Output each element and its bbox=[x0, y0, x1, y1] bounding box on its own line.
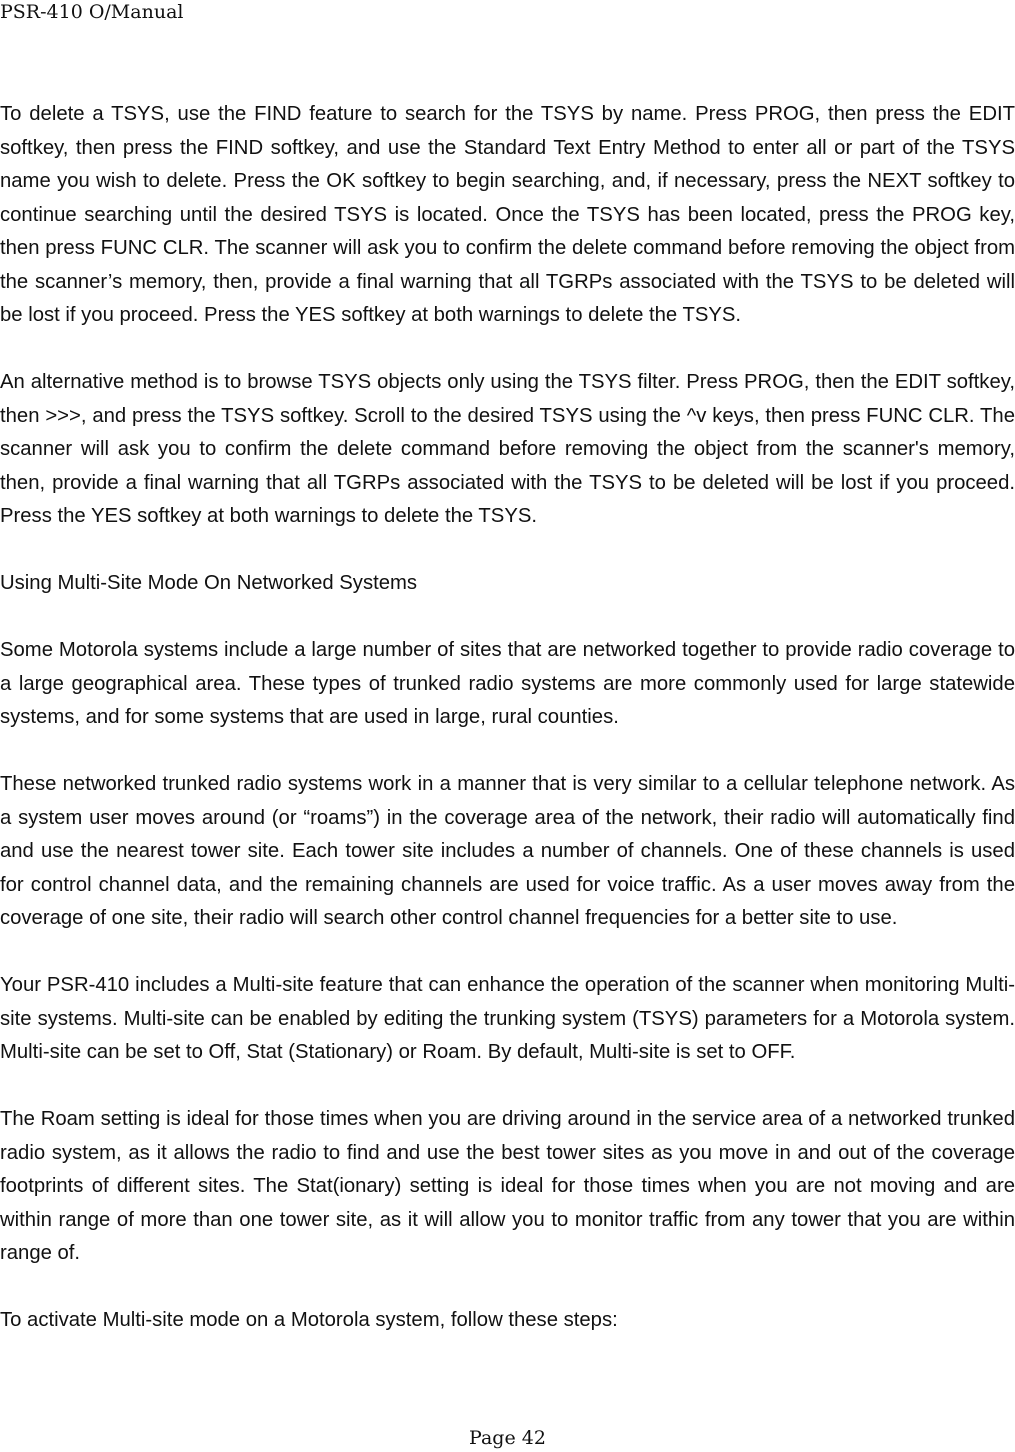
paragraph-delete-tsys-browse: An alternative method is to browse TSYS objects only using the TSYS filter. Press PROG, then the EDIT softkey, then >>>, and press the TSYS softkey. Scroll to the desired TSYS using the ^v keys, then press FUNC CLR. The scanner will ask you to confirm the delete command before removing the object from the scanner's memory, then, provide a final warning that all TGRPs associated with the TSYS to be deleted will be lost if you proceed. Press the YES softkey at both warnings to delete the TSYS. bbox=[0, 371, 1015, 527]
paragraph-networked-cellular: These networked trunked radio systems work in a manner that is very similar to a cellular telephone network. As a system user moves around (or “roams”) in the coverage area of the network, their radio will automatically find and use the nearest tower site. Each tower site includes a number of channels. One of these channels is used for control channel data, and the remaining channels are used for voice traffic. As a user moves away from the coverage of one site, their radio will search other control channel frequencies for a better site to use. bbox=[0, 773, 1015, 929]
paragraph-roam-stationary: The Roam setting is ideal for those times when you are driving around in the service area of a networked trunked radio system, as it allows the radio to find and use the best tower sites as you move in and out of the coverage footprints of different sites. The Stat(ionary) setting is ideal for those times when you are not moving and are within range of more than one tower site, as it will allow you to monitor traffic from any tower that you are within range of. bbox=[0, 1108, 1015, 1264]
document-body bbox=[0, 98, 1015, 1338]
paragraph-activate-steps: To activate Multi-site mode on a Motorola system, follow these steps: bbox=[0, 1309, 618, 1331]
page-header: PSR-410 O/Manual bbox=[0, 1, 184, 23]
section-heading-multi-site: Using Multi-Site Mode On Networked Systems bbox=[0, 572, 418, 594]
page-number: Page 42 bbox=[469, 1427, 546, 1449]
paragraph-motorola-networked: Some Motorola systems include a large number of sites that are networked together to provide radio coverage to a large geographical area. These types of trunked radio systems are more commonly used for large statewide systems, and for some systems that are used in large, rural counties. bbox=[0, 639, 1015, 728]
paragraph-multi-site-feature: Your PSR-410 includes a Multi-site feature that can enhance the operation of the scanner when monitoring Multi-site systems. Multi-site can be enabled by editing the trunking system (TSYS) parameters for a Motorola system. Multi-site can be set to Off, Stat (Stationary) or Roam. By default, Multi-site is set to OFF. bbox=[0, 974, 1015, 1063]
paragraph-delete-tsys-find: To delete a TSYS, use the FIND feature to search for the TSYS by name. Press PROG, then press the EDIT softkey, then press the FIND softkey, and use the Standard Text Entry Method to enter all or part of the TSYS name you wish to delete. Press the OK softkey to begin searching, and, if necessary, press the NEXT softkey to continue searching until the desired TSYS is located. Once the TSYS has been located, press the PROG key, then press FUNC CLR. The scanner will ask you to confirm the delete command before removing the object from the scanner’s memory, then, provide a final warning that all TGRPs associated with the TSYS to be deleted will be lost if you proceed. Press the YES softkey at both warnings to delete the TSYS. bbox=[0, 103, 1015, 326]
